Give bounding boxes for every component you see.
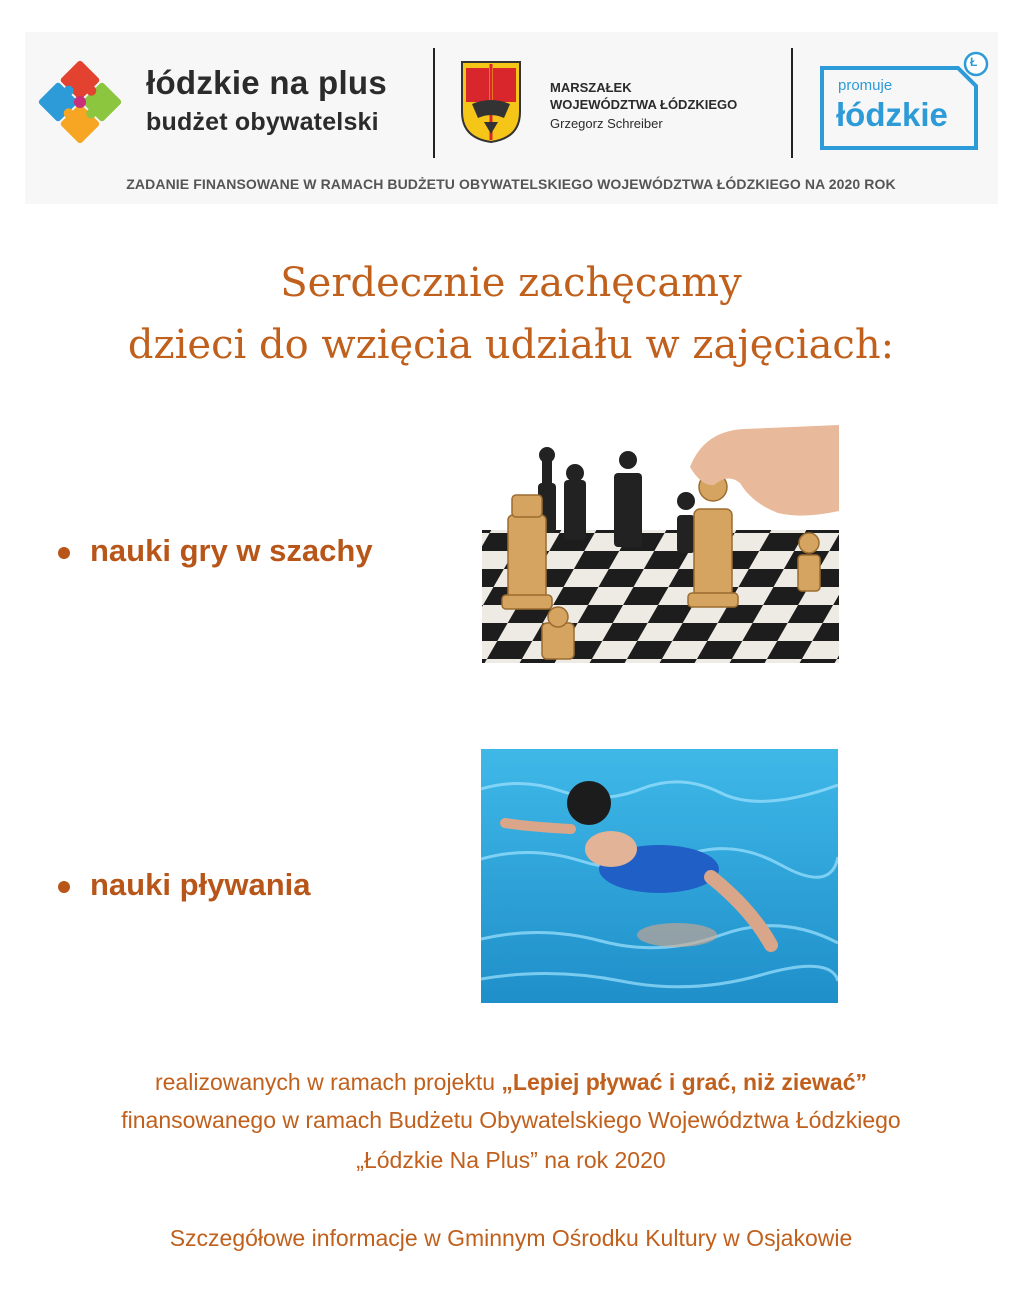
info-line-2: finansowanego w ramach Budżetu Obywatelskiego Województwa Łódzkiego bbox=[121, 1107, 901, 1133]
swimming-photo bbox=[481, 749, 838, 1003]
chess-photo bbox=[482, 425, 839, 663]
heading-line-2: dzieci do wzięcia udziału w zajęciach: bbox=[127, 322, 895, 368]
coat-of-arms-icon bbox=[460, 60, 522, 144]
activity-swimming bbox=[58, 867, 311, 903]
puzzle-logo-icon bbox=[36, 58, 124, 146]
marshal-region: WOJEWÓDZTWA ŁÓDZKIEGO bbox=[550, 97, 738, 112]
info-line-1 bbox=[0, 1069, 1022, 1096]
heading-line-1: Serdecznie zachęcamy bbox=[280, 260, 742, 306]
bullet-icon bbox=[58, 881, 70, 893]
info-prefix: realizowanych w ramach projektu bbox=[154, 1069, 502, 1095]
header-divider bbox=[791, 48, 793, 158]
logo-title: łódzkie na plus bbox=[146, 64, 388, 101]
promo-text-1: promuje bbox=[838, 77, 893, 94]
activity-chess bbox=[58, 533, 373, 569]
bullet-icon bbox=[58, 547, 70, 559]
header-divider bbox=[433, 48, 435, 158]
activity-label: nauki pływania bbox=[90, 867, 311, 902]
project-name: „Lepiej pływać i grać, niż ziewać” bbox=[501, 1069, 867, 1095]
funding-statement: ZADANIE FINANSOWANE W RAMACH BUDŻETU OBYWATELSKIEGO WOJEWÓDZTWA ŁÓDZKIEGO NA 2020 ROK bbox=[126, 176, 896, 192]
promo-text-2: łódzkie bbox=[836, 96, 948, 133]
promo-badge: Ł bbox=[970, 55, 978, 69]
activity-label: nauki gry w szachy bbox=[90, 533, 373, 568]
logo-subtitle: budżet obywatelski bbox=[146, 108, 379, 136]
marshal-name: Grzegorz Schreiber bbox=[550, 116, 663, 131]
info-line-3: „Łódzkie Na Plus” na rok 2020 bbox=[356, 1147, 666, 1173]
info-line-4: Szczegółowe informacje w Gminnym Ośrodku Kultury w Osjakowie bbox=[169, 1225, 853, 1251]
marshal-title: MARSZAŁEK bbox=[550, 80, 632, 95]
